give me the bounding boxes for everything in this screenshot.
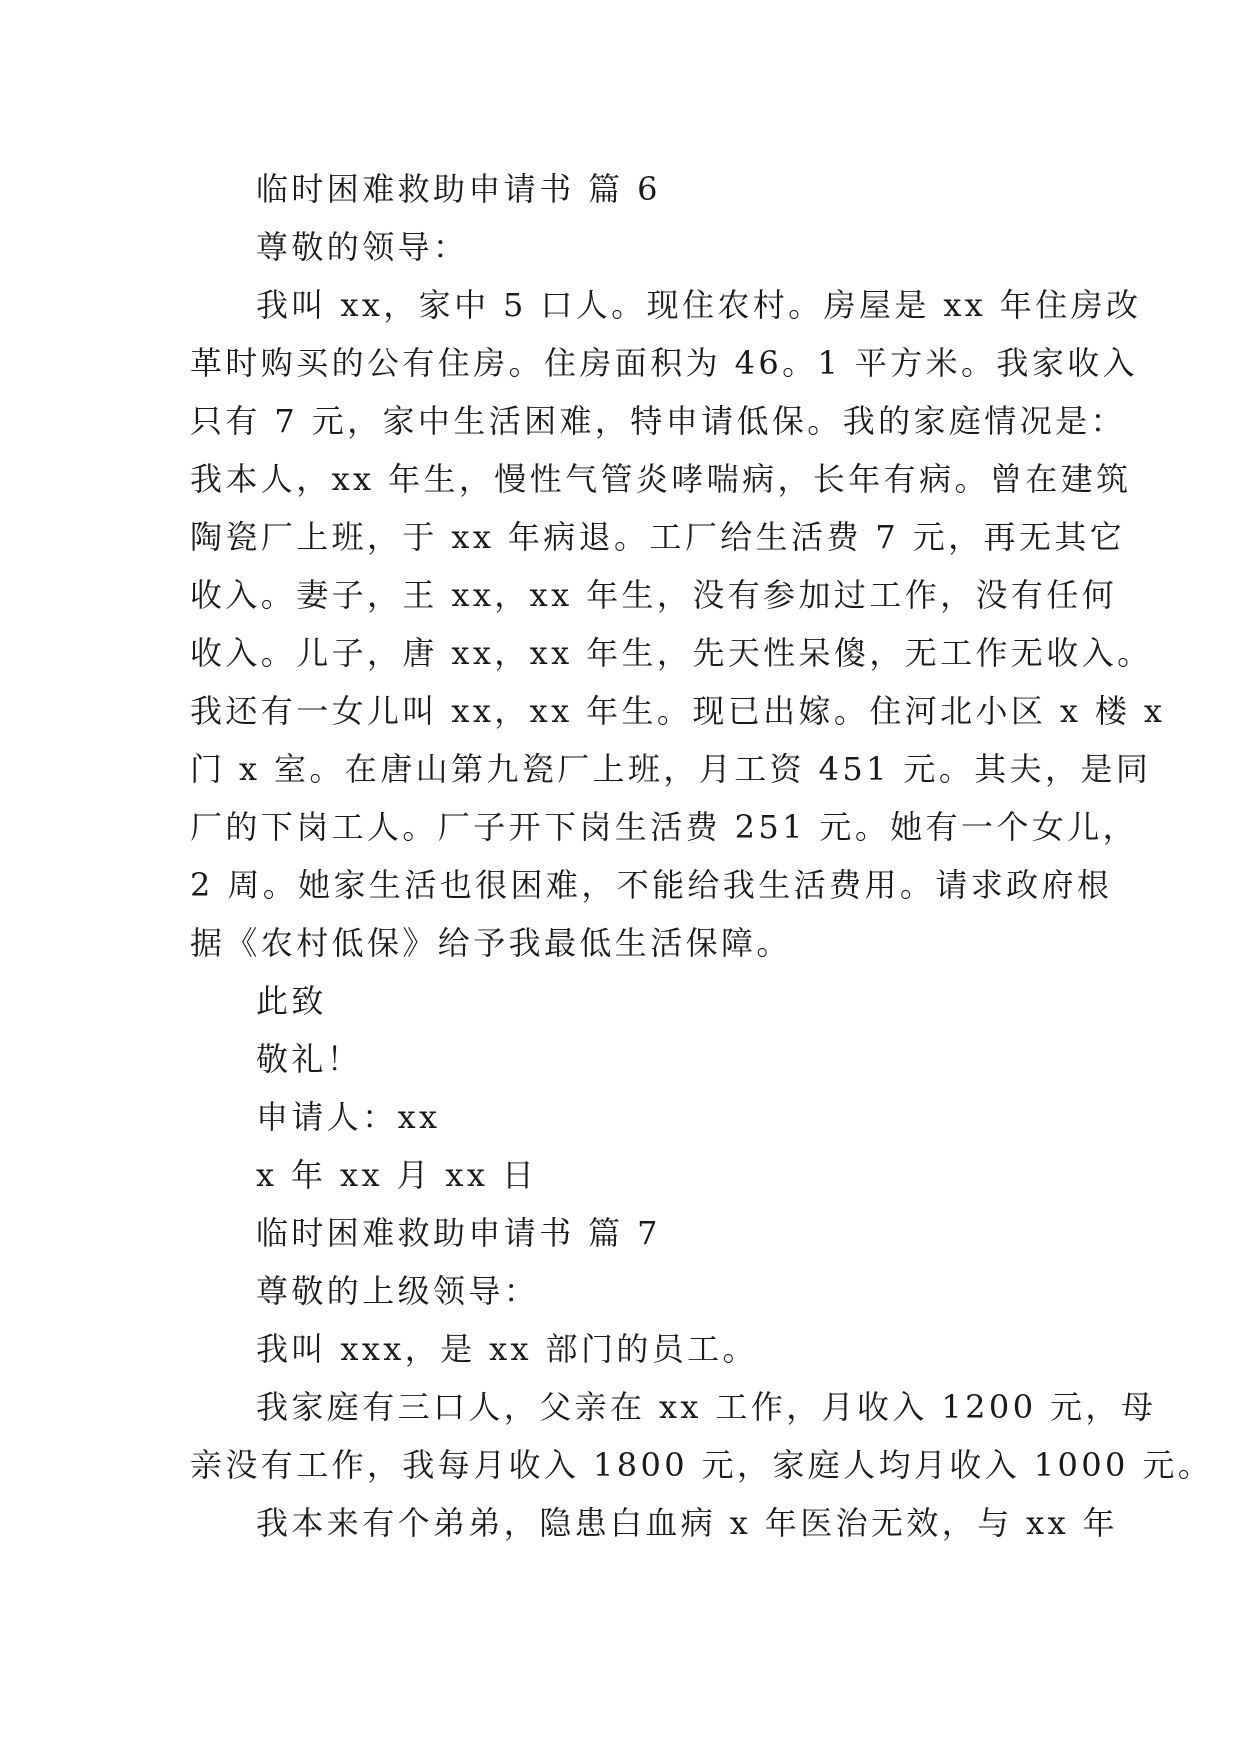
body-line: 我家庭有三口人，父亲在 xx 工作，月收入 1200 元，母 xyxy=(256,1388,1157,1426)
body-line: 门 x 室。在唐山第九瓷厂上班，月工资 451 元。其夫，是同 xyxy=(190,750,1152,788)
body-line: 我本人，xx 年生，慢性气管炎哮喘病，长年有病。曾在建筑 xyxy=(190,460,1132,498)
salutation: 尊敬的领导： xyxy=(256,228,469,266)
body-line: 革时购买的公有住房。住房面积为 46。1 平方米。我家收入 xyxy=(190,344,1139,382)
body-line: 厂的下岗工人。厂子开下岗生活费 251 元。她有一个女儿， xyxy=(190,808,1139,846)
closing-line: 此致 xyxy=(256,982,327,1020)
document-page xyxy=(190,160,1214,1552)
body-line: 我还有一女儿叫 xx，xx 年生。现已出嫁。住河北小区 x 楼 x xyxy=(190,692,1166,730)
body-paragraph xyxy=(190,276,1166,972)
intro-line: 我叫 xxx，是 xx 部门的员工。 xyxy=(256,1330,758,1368)
body-paragraph xyxy=(190,1378,1214,1494)
section-title: 临时困难救助申请书 篇 6 xyxy=(256,170,661,208)
letter-date: x 年 xx 月 xx 日 xyxy=(256,1156,538,1194)
closing-line: 敬礼！ xyxy=(256,1040,363,1078)
section-title: 临时困难救助申请书 篇 7 xyxy=(256,1214,661,1252)
applicant-signature: 申请人：xx xyxy=(256,1098,441,1136)
body-line: 我叫 xx，家中 5 口人。现住农村。房屋是 xx 年住房改 xyxy=(256,286,1142,324)
body-line: 2 周。她家生活也很困难，不能给我生活费用。请求政府根 xyxy=(190,866,1113,904)
body-line: 亲没有工作，我每月收入 1800 元，家庭人均月收入 1000 元。 xyxy=(190,1446,1214,1484)
body-line: 据《农村低保》给予我最低生活保障。 xyxy=(190,924,792,962)
body-paragraph xyxy=(190,1494,1119,1552)
body-line: 陶瓷厂上班，于 xx 年病退。工厂给生活费 7 元，再无其它 xyxy=(190,518,1126,556)
body-line: 收入。儿子，唐 xx，xx 年生，先天性呆傻，无工作无收入。 xyxy=(190,634,1153,672)
body-line: 我本来有个弟弟，隐患白血病 x 年医治无效，与 xx 年 xyxy=(256,1504,1119,1542)
body-line: 收入。妻子，王 xx，xx 年生，没有参加过工作，没有任何 xyxy=(190,576,1118,614)
salutation: 尊敬的上级领导： xyxy=(256,1272,540,1310)
body-line: 只有 7 元，家中生活困难，特申请低保。我的家庭情况是： xyxy=(190,402,1126,440)
